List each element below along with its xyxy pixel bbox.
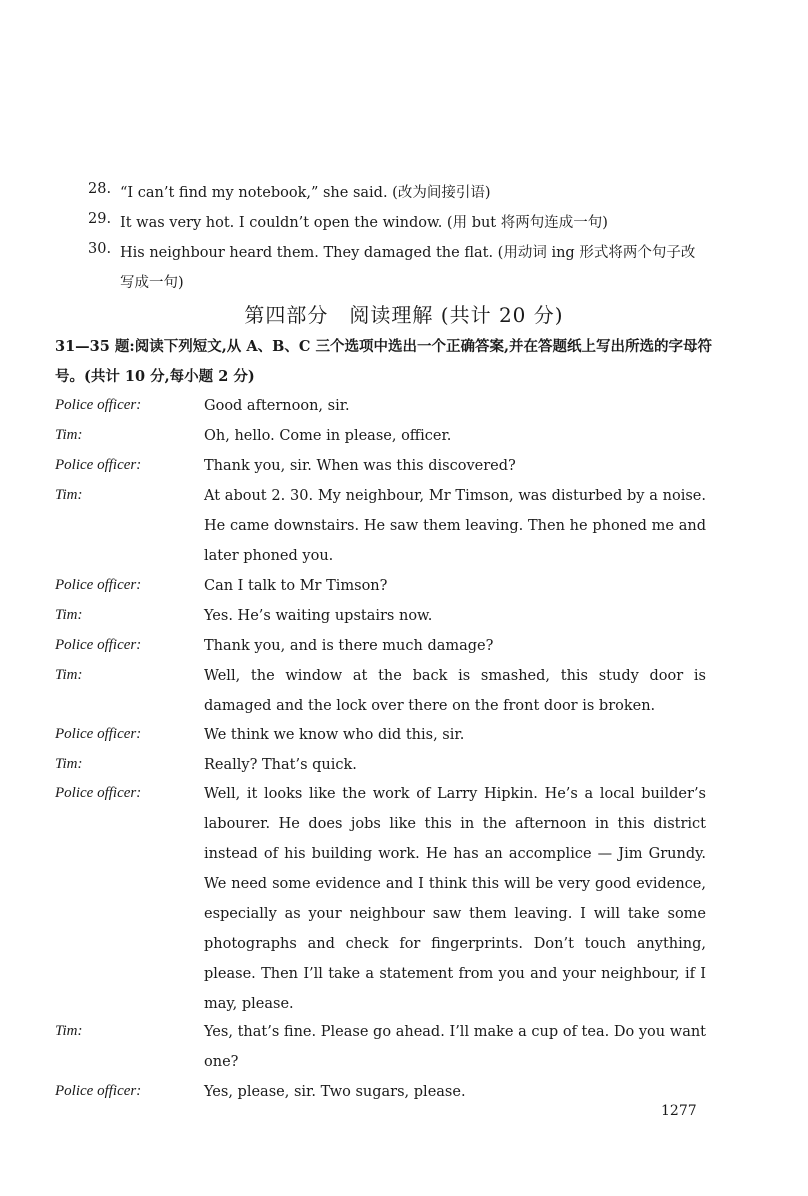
- speaker-label: Tim:: [55, 487, 83, 503]
- dialogue-line: Well, the window at the back is smashed, this study door is damaged and the lock over there on the front door is broken.: [204, 668, 706, 714]
- speaker-label: Tim:: [55, 667, 83, 683]
- dialogue-line: Yes, please, sir. Two sugars, please.: [204, 1084, 466, 1100]
- dialogue-line: Well, it looks like the work of Larry Hipkin. He’s a local builder’s labourer. He does jobs like this in the afternoon in this district instead of his building work. He has an accomplice — Jim Grundy. We need some evidence and I think this will be very good evidence, especially as your neighbour saw them leaving. I will take some photographs and check for fingerprints. Don’t touch anything, please. Then I’ll take a statement from you and your neighbour, if I may, please.: [204, 786, 706, 1012]
- dialogue-line: At about 2. 30. My neighbour, Mr Timson, was disturbed by a noise. He came downstairs. He saw them leaving. Then he phoned me and later phoned you.: [204, 488, 706, 564]
- section-title: 第四部分 阅读理解 (共计 20 分): [244, 303, 564, 327]
- dialogue-line: Yes, that’s fine. Please go ahead. I’ll make a cup of tea. Do you want one?: [204, 1024, 706, 1070]
- question-30-text: His neighbour heard them. They damaged the flat. (用动词 ing 形式将两个句子改: [120, 245, 696, 261]
- speaker-label: Police officer:: [55, 457, 142, 473]
- question-29-label: 29.: [88, 211, 112, 227]
- section-instructions: 31—35 题:阅读下列短文,从 A、B、C 三个选项中选出一个正确答案,并在答题纸上写出所选的字母符号。(共计 10 分,每小题 2 分): [55, 338, 712, 385]
- question-28-label: 28.: [88, 181, 112, 197]
- speaker-label: Police officer:: [55, 785, 142, 801]
- speaker-label: Police officer:: [55, 577, 142, 593]
- dialogue-line: Oh, hello. Come in please, officer.: [204, 428, 452, 444]
- question-30-label: 30.: [88, 241, 112, 257]
- dialogue-line: Can I talk to Mr Timson?: [204, 578, 388, 594]
- speaker-label: Tim:: [55, 756, 83, 772]
- speaker-label: Police officer:: [55, 726, 142, 742]
- speaker-label: Tim:: [55, 1023, 83, 1039]
- dialogue-line: Yes. He’s waiting upstairs now.: [204, 608, 433, 624]
- dialogue-line: Thank you, sir. When was this discovered?: [204, 458, 516, 474]
- question-29-text: It was very hot. I couldn’t open the window. (用 but 将两句连成一句): [120, 215, 608, 231]
- dialogue-line: Really? That’s quick.: [204, 757, 357, 773]
- page-number: 1277: [661, 1103, 697, 1119]
- dialogue-line: Good afternoon, sir.: [204, 398, 350, 414]
- speaker-label: Tim:: [55, 427, 83, 443]
- dialogue-line: We think we know who did this, sir.: [204, 727, 465, 743]
- speaker-label: Police officer:: [55, 397, 142, 413]
- question-30-text-continued: 写成一句): [120, 275, 184, 291]
- speaker-label: Police officer:: [55, 637, 142, 653]
- dialogue-line: Thank you, and is there much damage?: [204, 638, 494, 654]
- speaker-label: Police officer:: [55, 1083, 142, 1099]
- speaker-label: Tim:: [55, 607, 83, 623]
- question-28-text: “I can’t find my notebook,” she said. (改为间接引语): [120, 185, 491, 201]
